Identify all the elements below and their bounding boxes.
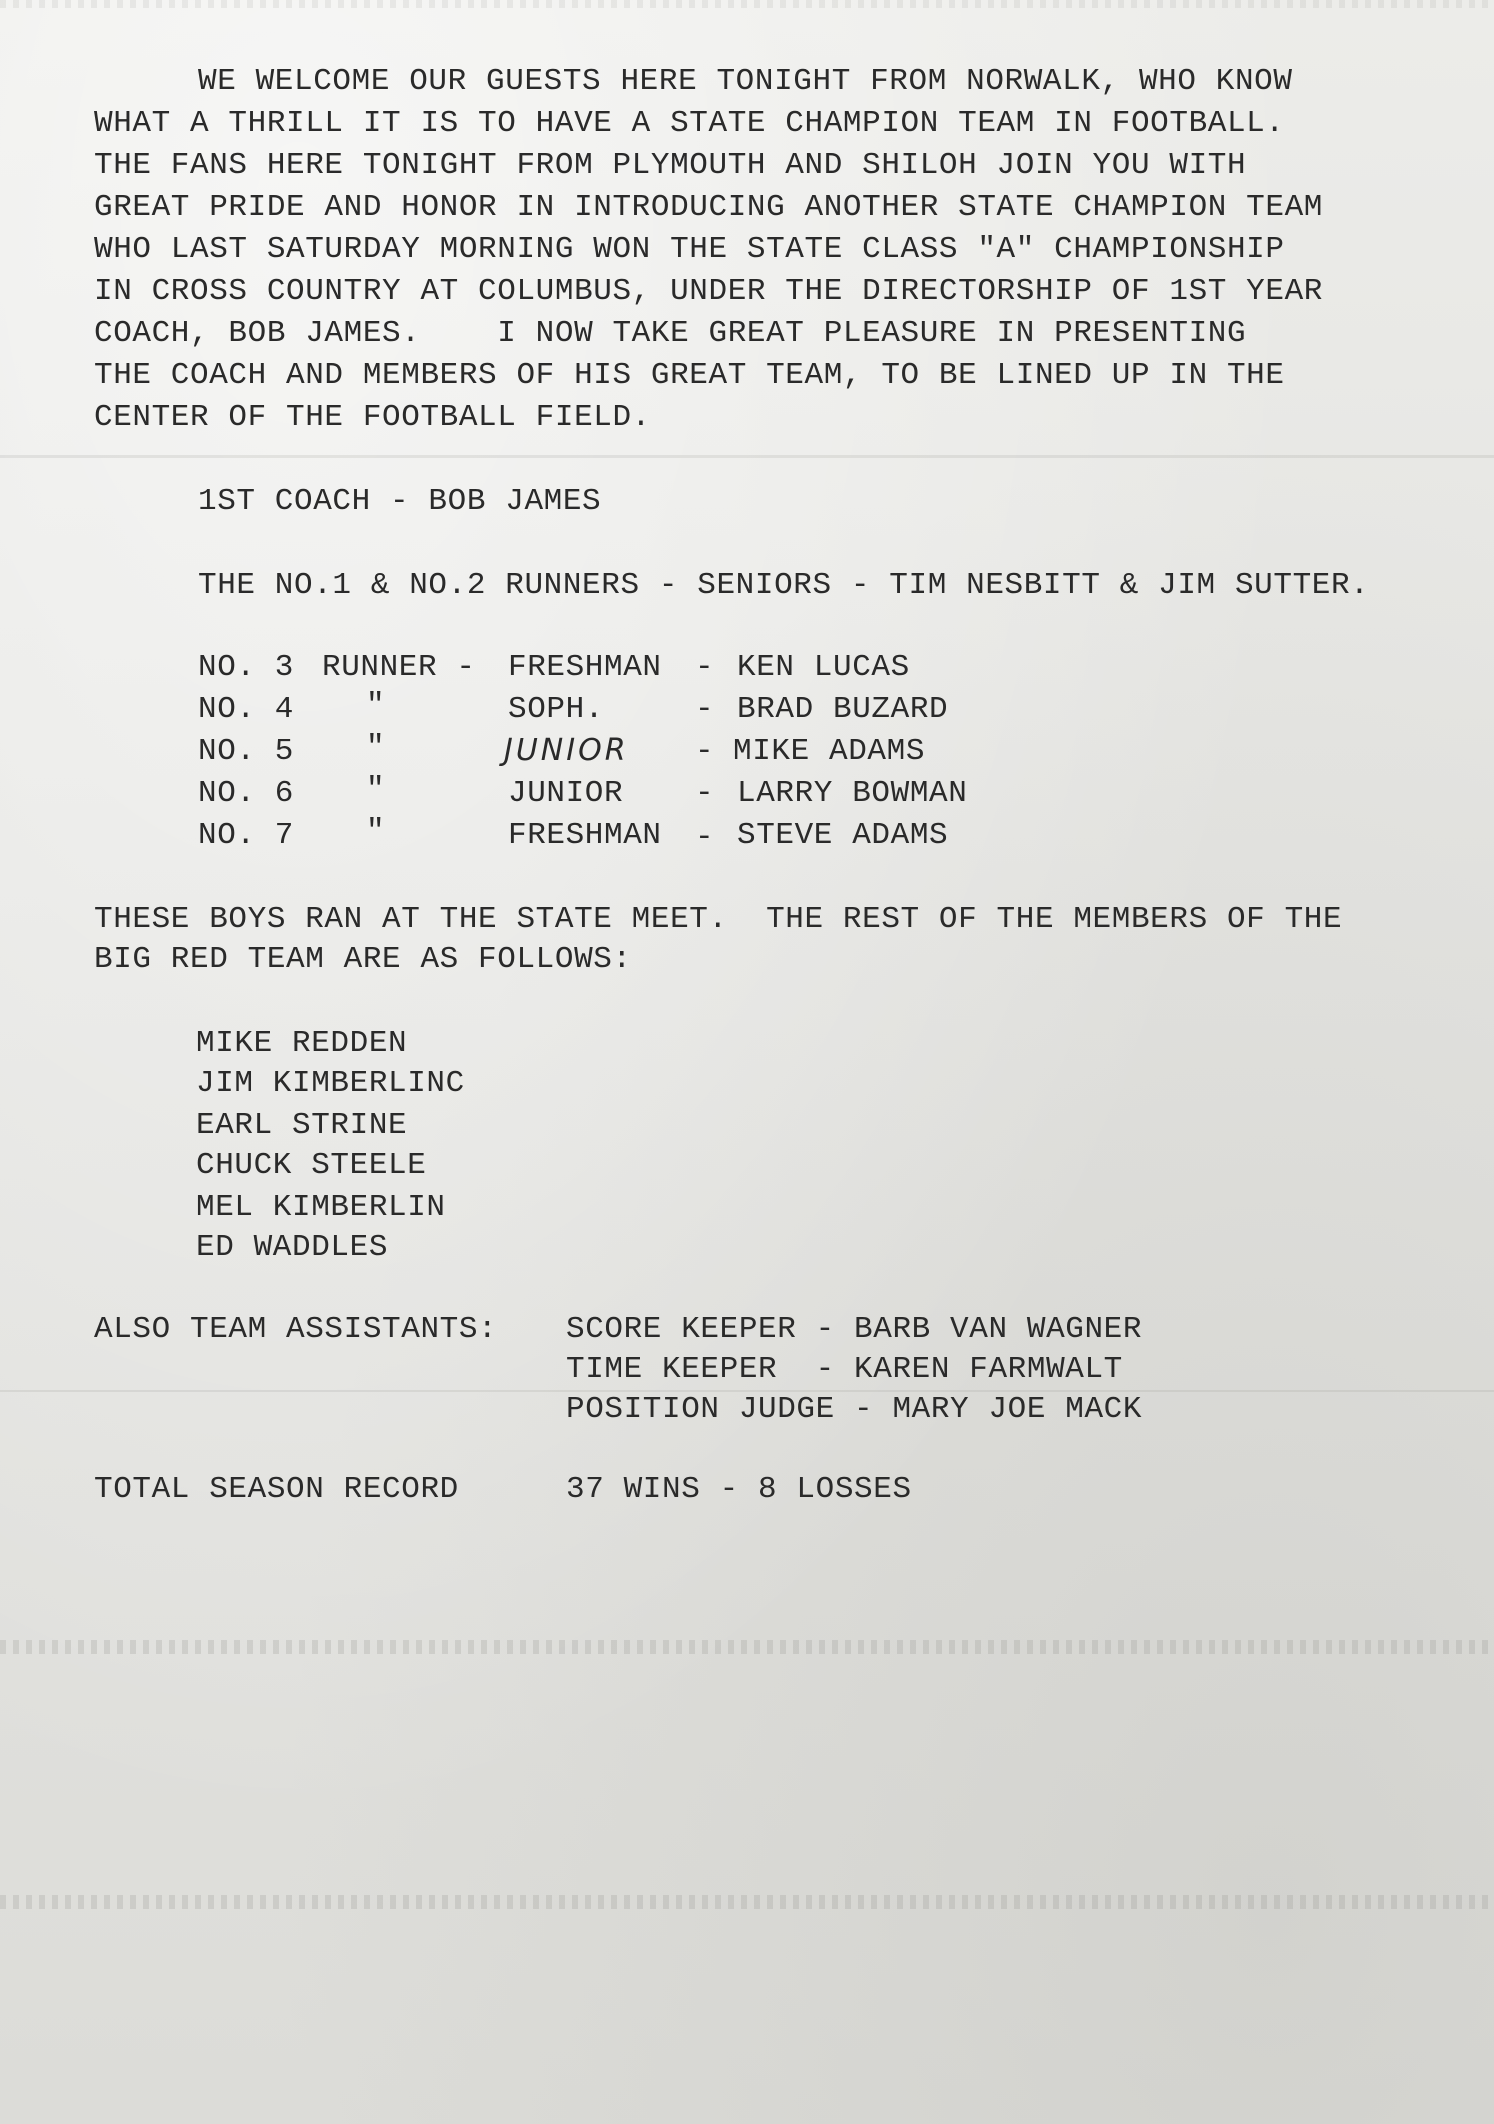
member-name: CHUCK STEELE [196, 1148, 427, 1183]
runner-dash: - [695, 776, 715, 811]
intro-line: CENTER OF THE FOOTBALL FIELD. [94, 400, 651, 435]
runner-ditto: " [366, 772, 386, 807]
intro-line: WE WELCOME OUR GUESTS HERE TONIGHT FROM NORWALK, WHO KNOW [198, 64, 1293, 99]
top-edge-bleed [0, 0, 1494, 8]
runner-name: STEVE ADAMS [737, 818, 949, 853]
intro-line: WHO LAST SATURDAY MORNING WON THE STATE CLASS "A" CHAMPIONSHIP [94, 232, 1285, 267]
season-record-value: 37 WINS - 8 LOSSES [566, 1472, 912, 1507]
rest-intro-line: THESE BOYS RAN AT THE STATE MEET. THE REST OF THE MEMBERS OF THE [94, 902, 1343, 937]
runner-ditto: " [366, 814, 386, 849]
season-record-label: TOTAL SEASON RECORD [94, 1472, 459, 1507]
runner-ditto: " [366, 730, 386, 765]
bleed-through-text [0, 1640, 1494, 1654]
runner-class-handwritten: JUNIOR [504, 733, 629, 768]
intro-line: IN CROSS COUNTRY AT COLUMBUS, UNDER THE DIRECTORSHIP OF 1ST YEAR [94, 274, 1323, 309]
runner-ditto: RUNNER - [322, 650, 476, 685]
runner-dash: - [695, 820, 715, 855]
assistant-entry: TIME KEEPER - KAREN FARMWALT [566, 1352, 1123, 1387]
intro-line: THE FANS HERE TONIGHT FROM PLYMOUTH AND SHILOH JOIN YOU WITH [94, 148, 1247, 183]
assistant-entry: POSITION JUDGE - MARY JOE MACK [566, 1392, 1143, 1427]
intro-line: WHAT A THRILL IT IS TO HAVE A STATE CHAMPION TEAM IN FOOTBALL. [94, 106, 1285, 141]
runner-number: NO. 3 [198, 650, 295, 685]
bleed-through-text [0, 1895, 1494, 1909]
intro-line: COACH, BOB JAMES. I NOW TAKE GREAT PLEASURE IN PRESENTING [94, 316, 1247, 351]
runner-number: NO. 4 [198, 692, 295, 727]
runner-dash: - [695, 692, 715, 727]
runner-dash: - [695, 650, 715, 685]
runner-number: NO. 5 [198, 734, 295, 769]
member-name: MEL KIMBERLIN [196, 1190, 446, 1225]
intro-line: GREAT PRIDE AND HONOR IN INTRODUCING ANOTHER STATE CHAMPION TEAM [94, 190, 1323, 225]
member-name: EARL STRINE [196, 1108, 408, 1143]
runner-class: SOPH. [508, 692, 605, 727]
member-name: MIKE REDDEN [196, 1026, 408, 1061]
coach-line: 1ST COACH - BOB JAMES [198, 484, 602, 519]
top-runners-line: THE NO.1 & NO.2 RUNNERS - SENIORS - TIM NESBITT & JIM SUTTER. [198, 568, 1370, 603]
rest-intro-line: BIG RED TEAM ARE AS FOLLOWS: [94, 942, 632, 977]
member-name: ED WADDLES [196, 1230, 389, 1265]
assistant-entry: SCORE KEEPER - BARB VAN WAGNER [566, 1312, 1143, 1347]
runner-class: FRESHMAN [508, 818, 662, 853]
member-name: JIM KIMBERLINC [196, 1066, 465, 1101]
runner-name: MIKE ADAMS [733, 734, 926, 769]
runner-name: KEN LUCAS [737, 650, 910, 685]
runner-number: NO. 7 [198, 818, 295, 853]
runner-name: BRAD BUZARD [737, 692, 949, 727]
runner-ditto: " [366, 688, 386, 723]
runner-dash: - [695, 734, 715, 769]
intro-line: THE COACH AND MEMBERS OF HIS GREAT TEAM, TO BE LINED UP IN THE [94, 358, 1285, 393]
assistants-label: ALSO TEAM ASSISTANTS: [94, 1312, 498, 1347]
runner-number: NO. 6 [198, 776, 295, 811]
runner-name: LARRY BOWMAN [737, 776, 968, 811]
runner-class: JUNIOR [508, 776, 624, 811]
runner-class: FRESHMAN [508, 650, 662, 685]
paper-fold-line [0, 455, 1494, 458]
